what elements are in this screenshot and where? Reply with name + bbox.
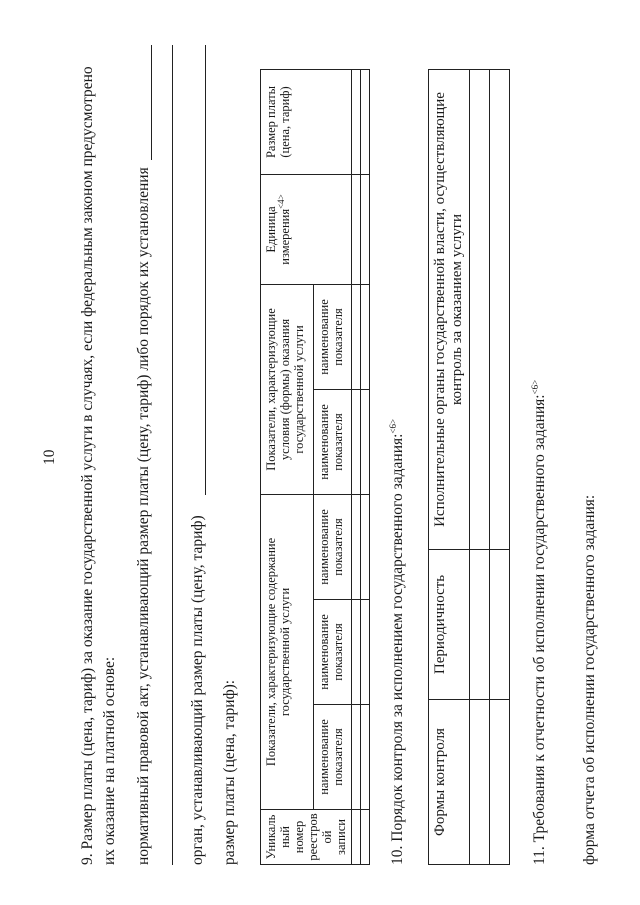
table-row (490, 70, 510, 865)
table-cell (490, 700, 510, 865)
table-row (470, 70, 490, 865)
regulatory-act-label: нормативный правовой акт, устанавливающий размер платы (цену, тариф) либо порядок их установления (135, 167, 152, 865)
section10-footnote: <6> (387, 418, 398, 434)
col-unique-record: Уникальный номер реестровой записи (264, 813, 348, 861)
table-cell (352, 69, 361, 174)
col-control-forms: Формы контроля (429, 700, 470, 865)
table-cell (490, 70, 510, 550)
table-cell (361, 69, 370, 174)
col-authorities: Исполнительные органы государственной власти, осуществляющие контроль за оказанием услуги (429, 70, 470, 550)
sub-indicator-name-4: наименование показателя (314, 390, 352, 495)
sub-indicator-name-2: наименование показателя (314, 600, 352, 705)
section10-heading: 10. Порядок контроля за исполнением государственного задания:$^{<6>}$ (387, 418, 406, 865)
table-cell (361, 600, 370, 705)
sub-indicator-name-1: наименование показателя (314, 705, 352, 810)
sub-indicator-name-5: наименование показателя (314, 284, 352, 389)
authority-line (205, 45, 206, 495)
table-cell (352, 174, 361, 284)
table-cell (361, 810, 370, 865)
fee-label: размер платы (цена, тариф): (221, 679, 238, 865)
section9-heading-line2: их оказание на платной основе: (101, 656, 118, 865)
table-cell (361, 284, 370, 389)
unit-footnote: <4> (275, 194, 286, 209)
col-group-conditions: Показатели, характеризующие условия (формы) оказания государственной услуги (261, 284, 314, 494)
table-row (352, 69, 361, 864)
table-cell (352, 810, 361, 865)
control-table (428, 69, 510, 865)
col-unit: Единица измерения$^{<4>}$ (261, 174, 352, 284)
table-cell (470, 70, 490, 550)
table-cell (352, 600, 361, 705)
fee-table-header-row (261, 810, 352, 865)
table-cell (352, 705, 361, 810)
table-cell (352, 495, 361, 600)
table-cell (352, 390, 361, 495)
table-cell (490, 550, 510, 700)
authority-label: орган, устанавливающий размер платы (цену, тариф) (189, 515, 206, 865)
report-form-label: форма отчета об исполнении государственного задания: (581, 494, 598, 865)
table-cell (470, 700, 490, 865)
table-cell (361, 705, 370, 810)
table-cell (352, 284, 361, 389)
table-cell (361, 495, 370, 600)
col-periodicity: Периодичность (429, 550, 470, 700)
section9-heading-line1: 9. Размер платы (цена, тариф) за оказание государственной услуги в случаях, если федеральным законом предусмотрено (79, 66, 96, 865)
section11-heading: 11. Требования к отчетности об исполнении государственного задания:$^{<6>}$ (529, 379, 548, 865)
fee-table (260, 69, 370, 865)
regulatory-act-line-2 (172, 45, 173, 865)
table-row (361, 69, 370, 864)
regulatory-act-line (151, 45, 152, 160)
table-cell (361, 174, 370, 284)
page-number: 10 (41, 449, 58, 465)
table-cell (361, 390, 370, 495)
table-cell (470, 550, 490, 700)
col-group-content: Показатели, характеризующие содержание государственной услуги (261, 495, 314, 810)
sub-indicator-name-3: наименование показателя (314, 495, 352, 600)
section11-footnote: <6> (529, 379, 540, 395)
col-fee: Размер платы (цена, тариф) (261, 69, 352, 174)
